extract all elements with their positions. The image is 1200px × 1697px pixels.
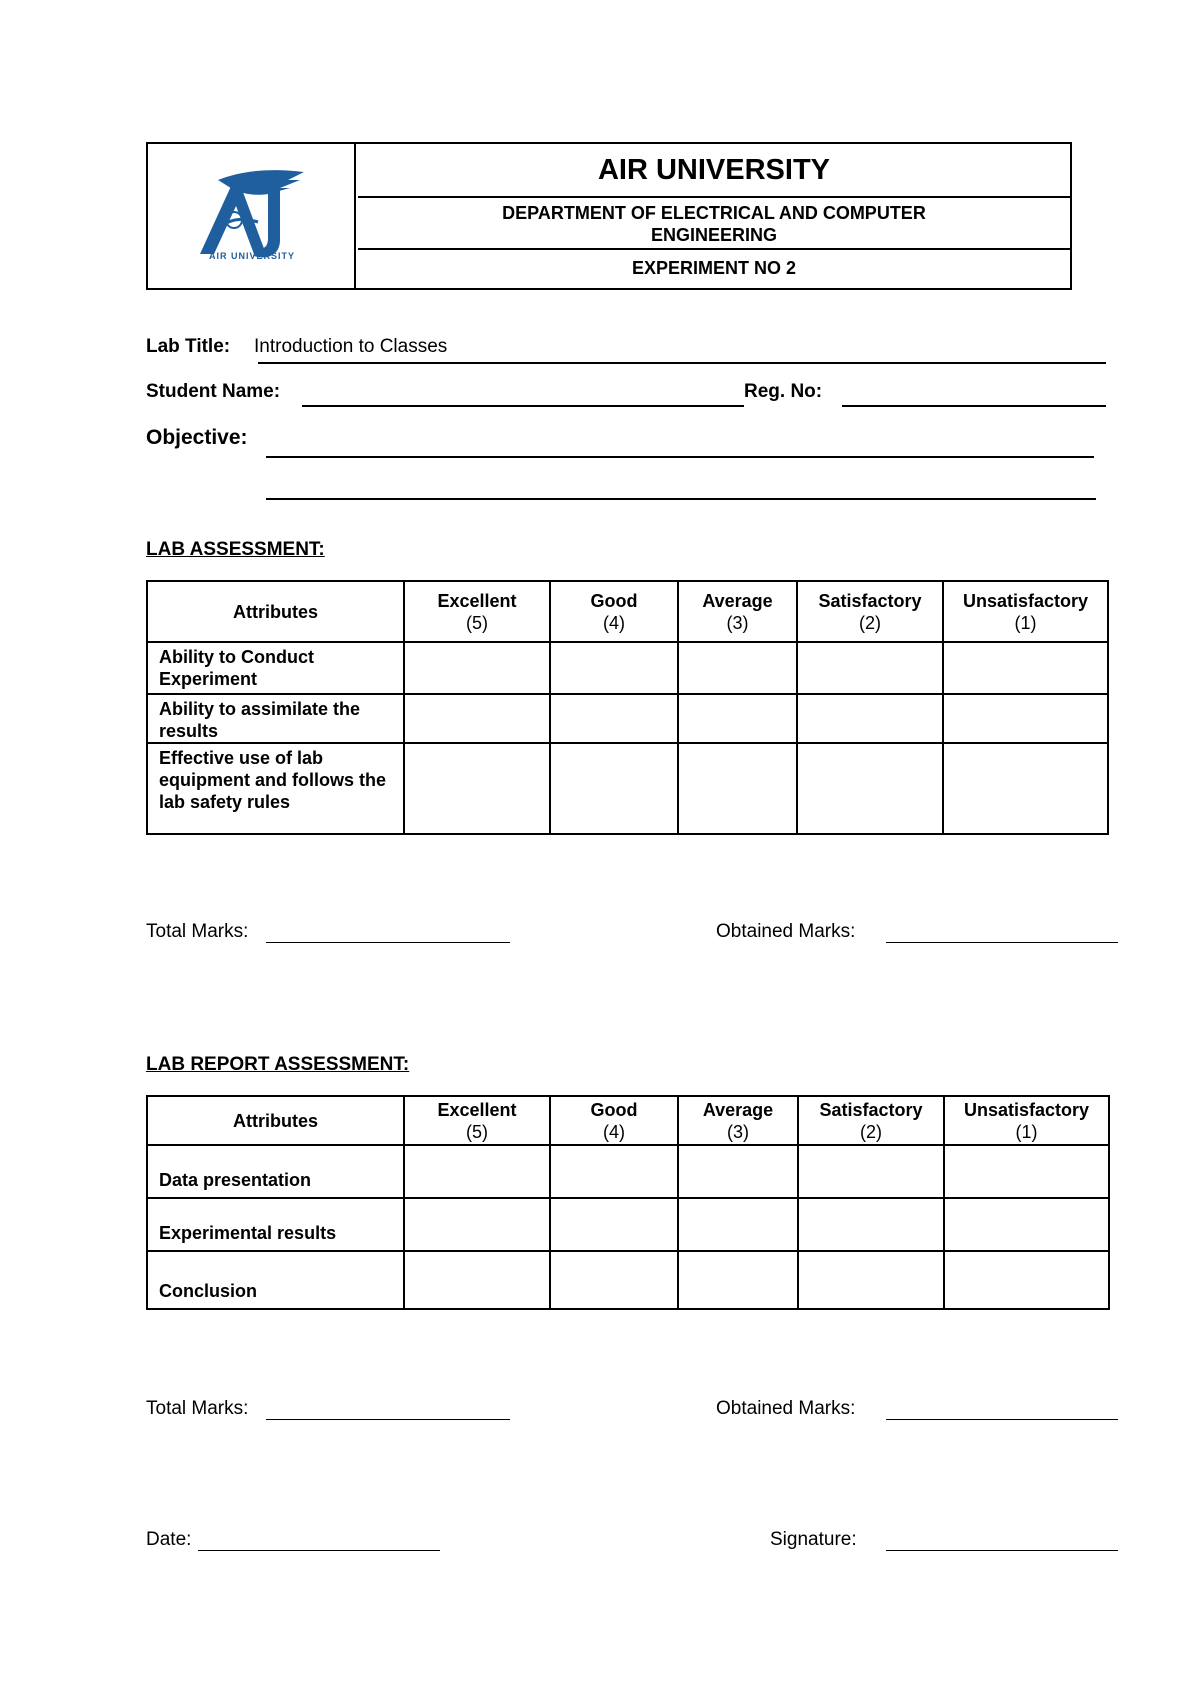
col-good: Good (4): [550, 1096, 678, 1145]
objective-line-1[interactable]: [266, 456, 1094, 458]
signature-field[interactable]: [886, 1550, 1118, 1551]
score-cell[interactable]: [798, 1198, 944, 1251]
department-title: [358, 198, 1070, 250]
row-attribute: Data presentation: [147, 1145, 404, 1198]
row-attribute: Experimental results: [147, 1198, 404, 1251]
row-attribute: Effective use of lab equipment and follows the lab safety rules: [147, 743, 404, 834]
col-excellent: Excellent (5): [404, 581, 550, 642]
lab-obtained-marks-label: Obtained Marks:: [716, 921, 856, 942]
student-name-field[interactable]: [302, 405, 744, 407]
col-average: Average (3): [678, 1096, 798, 1145]
score-cell[interactable]: [943, 694, 1108, 743]
lab-report-assessment-table: [146, 1095, 1110, 1310]
table-row: [147, 1145, 1109, 1198]
report-total-marks-label: Total Marks:: [146, 1398, 249, 1419]
score-cell[interactable]: [943, 743, 1108, 834]
score-cell[interactable]: [404, 1198, 550, 1251]
table-row: [147, 1198, 1109, 1251]
table-header-row: [147, 581, 1108, 642]
logo-caption: AIR UNIVERSITY: [208, 251, 296, 261]
experiment-number: EXPERIMENT NO 2: [631, 258, 797, 278]
lab-total-marks-label: Total Marks:: [146, 921, 249, 942]
header-box: [146, 142, 1072, 290]
lab-assessment-table: [146, 580, 1109, 835]
score-cell[interactable]: [797, 694, 943, 743]
report-obtained-marks-label: Obtained Marks:: [716, 1398, 856, 1419]
score-cell[interactable]: [678, 1251, 798, 1309]
table-row: [147, 743, 1108, 834]
date-field[interactable]: [198, 1550, 440, 1551]
score-cell[interactable]: [944, 1251, 1109, 1309]
university-title: AIR UNIVERSITY: [358, 144, 1070, 198]
score-cell[interactable]: [404, 1251, 550, 1309]
row-attribute: Ability to assimilate the results: [147, 694, 404, 743]
table-row: [147, 642, 1108, 694]
col-attributes: Attributes: [147, 1096, 404, 1145]
score-cell[interactable]: [798, 1145, 944, 1198]
lab-assessment-title: LAB ASSESSMENT:: [146, 539, 325, 560]
table-row: [147, 1251, 1109, 1309]
score-cell[interactable]: [404, 1145, 550, 1198]
col-unsatisfactory: Unsatisfactory (1): [943, 581, 1108, 642]
col-satisfactory: Satisfactory (2): [797, 581, 943, 642]
score-cell[interactable]: [944, 1198, 1109, 1251]
score-cell[interactable]: [550, 694, 678, 743]
reg-no-field[interactable]: [842, 405, 1106, 407]
objective-label: Objective:: [146, 426, 248, 449]
lab-obtained-marks-field[interactable]: [886, 942, 1118, 943]
department-text: DEPARTMENT OF ELECTRICAL AND COMPUTER ENGINEERING: [502, 203, 926, 245]
col-good: Good (4): [550, 581, 678, 642]
score-cell[interactable]: [550, 642, 678, 694]
score-cell[interactable]: [404, 642, 550, 694]
score-cell[interactable]: [678, 1198, 798, 1251]
score-cell[interactable]: [404, 694, 550, 743]
report-total-marks-field[interactable]: [266, 1419, 510, 1420]
row-attribute: Conclusion: [147, 1251, 404, 1309]
col-attributes: Attributes: [147, 581, 404, 642]
date-label: Date:: [146, 1529, 192, 1550]
table-row: [147, 694, 1108, 743]
lab-title-line[interactable]: [258, 362, 1106, 364]
score-cell[interactable]: [550, 1198, 678, 1251]
col-excellent: Excellent (5): [404, 1096, 550, 1145]
lab-total-marks-field[interactable]: [266, 942, 510, 943]
score-cell[interactable]: [797, 642, 943, 694]
col-average: Average (3): [678, 581, 797, 642]
air-university-logo: [148, 144, 356, 288]
reg-no-label: Reg. No:: [744, 381, 823, 402]
score-cell[interactable]: [943, 642, 1108, 694]
table-header-row: [147, 1096, 1109, 1145]
report-obtained-marks-field[interactable]: [886, 1419, 1118, 1420]
signature-label: Signature:: [770, 1529, 857, 1550]
score-cell[interactable]: [404, 743, 550, 834]
score-cell[interactable]: [678, 1145, 798, 1198]
row-attribute: Ability to Conduct Experiment: [147, 642, 404, 694]
score-cell[interactable]: [797, 743, 943, 834]
objective-line-2[interactable]: [266, 498, 1096, 500]
score-cell[interactable]: [550, 743, 678, 834]
score-cell[interactable]: [550, 1251, 678, 1309]
score-cell[interactable]: [944, 1145, 1109, 1198]
score-cell[interactable]: [678, 743, 797, 834]
lab-title-label: Lab Title:: [146, 336, 231, 357]
logo-cell: [148, 144, 356, 288]
score-cell[interactable]: [798, 1251, 944, 1309]
student-name-label: Student Name:: [146, 381, 281, 402]
lab-report-assessment-title: LAB REPORT ASSESSMENT:: [146, 1054, 410, 1075]
score-cell[interactable]: [678, 694, 797, 743]
score-cell[interactable]: [550, 1145, 678, 1198]
col-unsatisfactory: Unsatisfactory (1): [944, 1096, 1109, 1145]
lab-title-value: Introduction to Classes: [254, 336, 448, 357]
col-satisfactory: Satisfactory (2): [798, 1096, 944, 1145]
score-cell[interactable]: [678, 642, 797, 694]
